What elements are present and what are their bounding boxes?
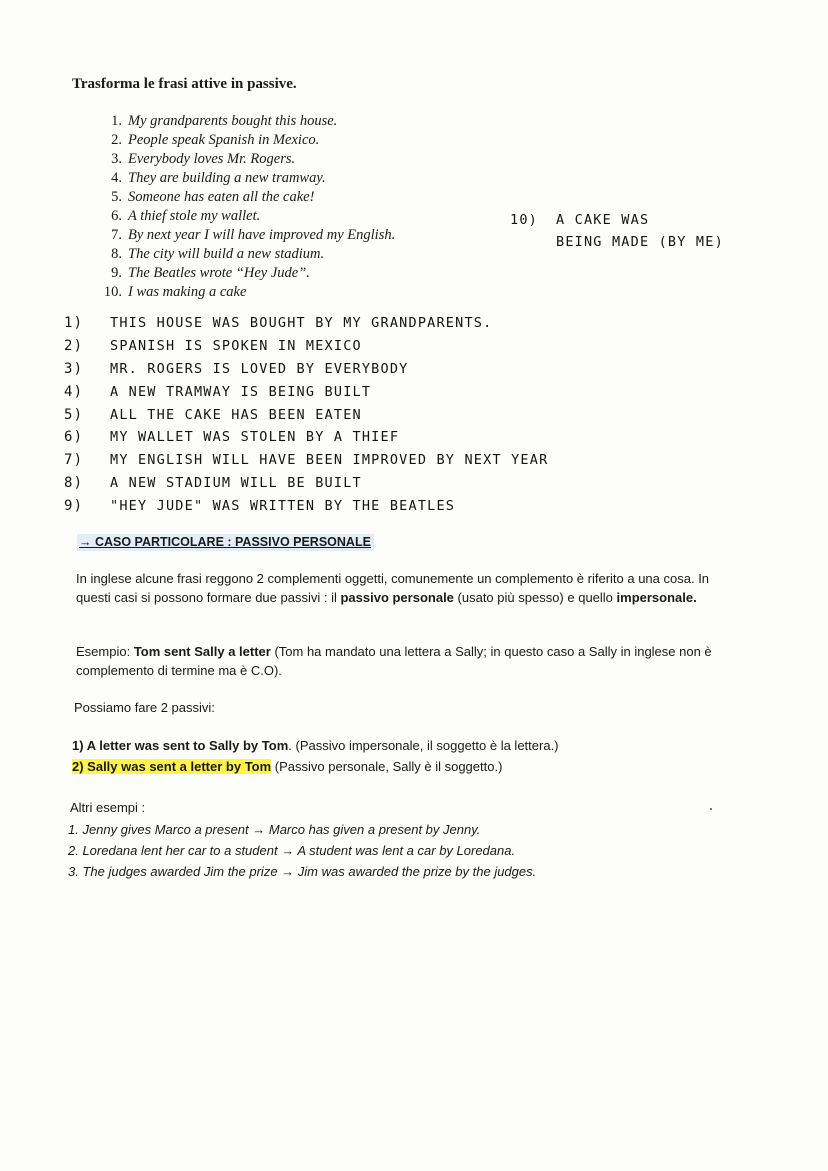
answer-number: 1) <box>64 315 84 332</box>
altri-esempi-list <box>68 819 536 882</box>
passive-personale-line: 2) Sally was sent a letter by Tom (Passivo personale, Sally è il soggetto.) <box>72 759 503 774</box>
exercise-sentence <box>96 150 395 169</box>
answer-number: 7) <box>64 452 84 469</box>
possiamo-line: Possiamo fare 2 passivi: <box>74 700 215 715</box>
passive-impersonale-line: 1) A letter was sent to Sally by Tom. (Passivo impersonale, il soggetto è la lettera.) <box>72 738 559 753</box>
answer-text: MY WALLET WAS STOLEN BY A THIEF <box>110 429 400 446</box>
answer-number: 3) <box>64 360 84 377</box>
example-item: 2. Loredana lent her car to a student → A student was lent a car by Loredana. <box>68 843 516 858</box>
sentence-number: 6. <box>111 208 122 224</box>
answer-text: A NEW STADIUM WILL BE BUILT <box>110 474 362 491</box>
answer-number: 4) <box>64 383 84 400</box>
handwritten-answer-10 <box>510 209 724 253</box>
example-sentence: Tom sent Sally a letter <box>133 644 271 659</box>
answer-number: 5) <box>64 406 84 423</box>
answer-text-line-2: BEING MADE (BY ME) <box>556 234 724 250</box>
handwritten-answer <box>64 335 548 358</box>
example-paragraph: Esempio: Tom sent Sally a letter (Tom ha mandato una lettera a Sally; in questo caso a Sally in inglese non è complemento di termine ma è C.O). <box>76 644 712 678</box>
handwritten-answer <box>64 472 548 495</box>
exercise-sentence-list <box>96 112 395 302</box>
intro-paragraph: In inglese alcune frasi reggono 2 complementi oggetti, comunemente un complemento è riferito a una cosa. In questi casi si possono formare due passivi : il passivo personale (usato più spesso) e quello impersonale. <box>76 571 710 605</box>
sentence-number: 9. <box>111 265 122 281</box>
exercise-sentence <box>96 131 395 150</box>
answer-text: THIS HOUSE WAS BOUGHT BY MY GRANDPARENTS. <box>110 315 493 332</box>
answer-number: 8) <box>64 474 84 491</box>
sentence-text: I was making a cake <box>128 284 247 300</box>
answer-number: 9) <box>64 497 84 514</box>
answer-text: MR. ROGERS IS LOVED BY EVERYBODY <box>110 360 409 377</box>
exercise-sentence <box>96 245 395 264</box>
sentence-number: 7. <box>111 227 122 243</box>
exercise-sentence <box>96 226 395 245</box>
answer-number: 2) <box>64 338 84 355</box>
exercise-sentence <box>96 283 395 302</box>
handwritten-answer <box>64 312 548 335</box>
handwritten-answer <box>64 426 548 449</box>
example-item: 1. Jenny gives Marco a present → Marco has given a present by Jenny. <box>68 822 481 837</box>
handwritten-answer <box>64 403 548 426</box>
exercise-sentence <box>96 169 395 188</box>
sentence-number: 8. <box>111 246 122 262</box>
sentence-number: 1. <box>111 113 122 129</box>
exercise-sentence <box>96 112 395 131</box>
passive-impersonale-sentence: A letter was sent to Sally by Tom <box>86 738 289 753</box>
sentence-text: Everybody loves Mr. Rogers. <box>128 151 296 167</box>
answer-text: SPANISH IS SPOKEN IN MEXICO <box>110 338 362 355</box>
section-heading-caso-particolare: → CASO PARTICOLARE : PASSIVO PERSONALE <box>77 534 374 551</box>
example-item: 3. The judges awarded Jim the prize → Jim was awarded the prize by the judges. <box>68 864 537 879</box>
answer-text: ALL THE CAKE HAS BEEN EATEN <box>110 406 362 423</box>
handwritten-answer <box>64 358 548 381</box>
answer-number: 6) <box>64 429 84 446</box>
sentence-number: 10. <box>103 284 122 300</box>
sentence-text: A thief stole my wallet. <box>128 208 261 224</box>
answer-text: MY ENGLISH WILL HAVE BEEN IMPROVED BY NEXT YEAR <box>110 452 549 469</box>
sentence-number: 2. <box>111 132 122 148</box>
sentence-number: 3. <box>111 151 122 167</box>
sentence-text: My grandparents bought this house. <box>128 113 338 129</box>
answer-text-line-1: A CAKE WAS <box>556 212 650 228</box>
altri-esempi-label: Altri esempi : <box>70 800 146 815</box>
answer-text: A NEW TRAMWAY IS BEING BUILT <box>110 383 372 400</box>
term-impersonale: impersonale. <box>616 589 697 605</box>
exercise-sentence <box>96 207 395 226</box>
handwritten-answer <box>64 449 548 472</box>
sentence-text: By next year I will have improved my English. <box>128 227 396 243</box>
exercise-title: Trasforma le frasi attive in passive. <box>72 76 297 92</box>
handwritten-answer <box>64 494 548 517</box>
handwritten-answer <box>64 380 548 403</box>
sentence-text: People speak Spanish in Mexico. <box>128 132 320 148</box>
exercise-sentence <box>96 188 395 207</box>
answer-number: 10) <box>510 212 538 228</box>
sentence-number: 4. <box>111 170 122 186</box>
sentence-text: They are building a new tramway. <box>128 170 326 186</box>
handwritten-answer-list <box>64 312 548 517</box>
sentence-text: The city will build a new stadium. <box>128 246 325 262</box>
sentence-text: Someone has eaten all the cake! <box>128 189 315 205</box>
exercise-sentence <box>96 264 395 283</box>
term-passivo-personale: passivo personale <box>340 589 454 605</box>
stray-mark <box>710 808 712 810</box>
sentence-text: The Beatles wrote “Hey Jude”. <box>128 265 310 281</box>
highlighted-passive-personale: 2) Sally was sent a letter by Tom <box>72 759 272 774</box>
sentence-number: 5. <box>111 189 122 205</box>
answer-text: "HEY JUDE" WAS WRITTEN BY THE BEATLES <box>110 497 456 514</box>
